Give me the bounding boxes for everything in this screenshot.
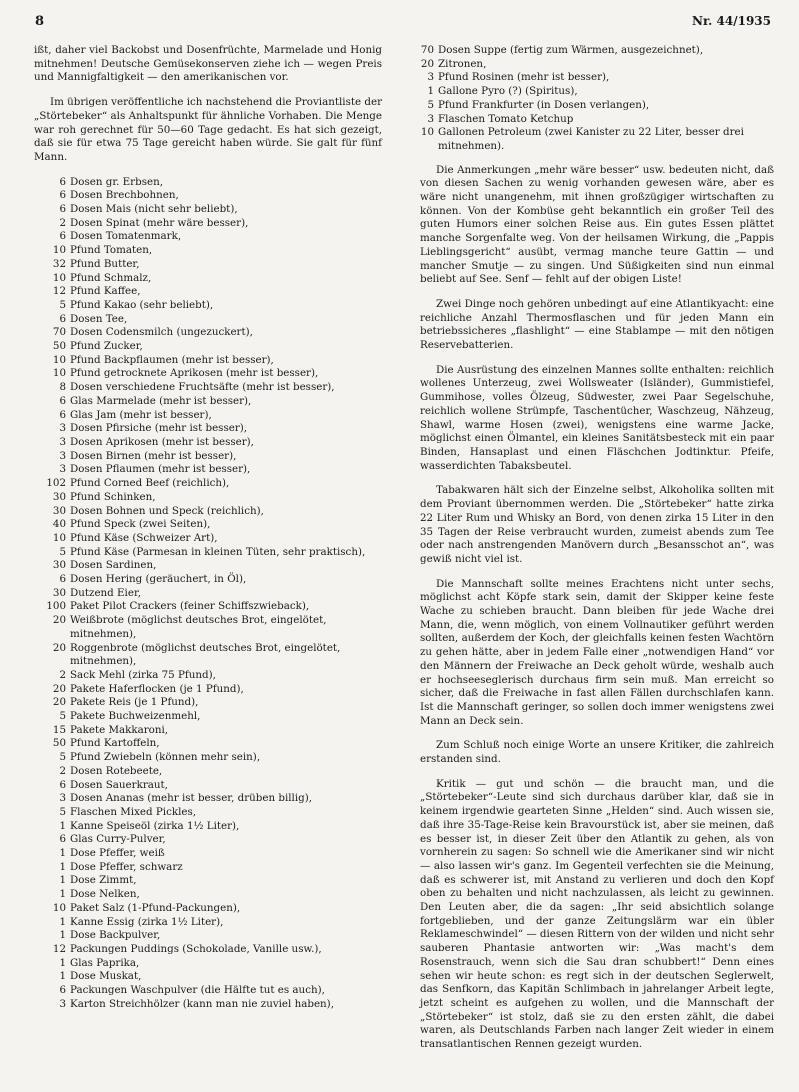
list-item	[34, 559, 382, 573]
item-quantity: 1	[59, 915, 66, 928]
item-text: Dosen Aprikosen (mehr ist besser),	[70, 435, 254, 448]
list-item	[420, 99, 774, 113]
item-text: Dosen Spinat (mehr wäre besser),	[70, 216, 249, 229]
list-item	[34, 861, 382, 875]
item-text: Dosen verschiedene Fruchtsäfte (mehr ist besser),	[70, 381, 335, 394]
left-column	[34, 44, 382, 1022]
item-quantity: 10	[52, 244, 66, 257]
list-item	[34, 436, 382, 450]
list-item	[34, 737, 382, 751]
list-item	[420, 58, 774, 72]
item-text: Kanne Essig (zirka 1½ Liter),	[70, 915, 224, 928]
list-item	[34, 450, 382, 464]
item-quantity: 20	[420, 57, 434, 70]
item-quantity: 3	[59, 463, 66, 476]
issue-number: Nr. 44/1935	[691, 14, 771, 28]
list-item	[34, 340, 382, 354]
item-quantity: 15	[52, 723, 66, 736]
item-text: Pfund Zwiebeln (können mehr sein),	[70, 751, 261, 764]
list-item	[34, 518, 382, 532]
item-text: Dosen Birnen (mehr ist besser),	[70, 449, 237, 462]
item-text: Kanne Speiseöl (zirka 1½ Liter),	[70, 819, 240, 832]
item-quantity: 10	[52, 901, 66, 914]
paragraph-tabakwaren: Tabakwaren hält sich der Einzelne selbst, Alkoholika sollten mit dem Proviant übernommen werden. Die „Störtebeker“ hatte zirka 22 Liter Rum und Whisky an Bord, von denen zirka 15 Liter in den 35 Tagen der Reise verbraucht wurden, zumeist abends zum Tee oder nach anstrengenden Manövern durch „Besansschot an“, was gewiß nicht viel ist.	[420, 484, 774, 565]
item-text: Pfund Rosinen (mehr ist besser),	[438, 71, 610, 84]
item-quantity: 12	[52, 285, 66, 298]
item-text: Dutzend Eier,	[70, 586, 142, 599]
list-item	[420, 85, 774, 99]
item-quantity: 2	[59, 216, 66, 229]
item-text: Dosen Tee,	[70, 312, 128, 325]
list-item	[34, 929, 382, 943]
item-quantity: 10	[52, 367, 66, 380]
item-text: Gallonen Petroleum (zwei Kanister zu 22 Liter, besser drei mitnehmen).	[438, 126, 744, 152]
list-item	[34, 409, 382, 423]
list-item	[34, 573, 382, 587]
item-text: Glas Curry-Pulver,	[70, 833, 166, 846]
provisions-list	[34, 176, 382, 1012]
item-quantity: 6	[59, 408, 66, 421]
list-item	[34, 244, 382, 258]
item-text: Pfund Käse (Schweizer Art),	[70, 531, 218, 544]
list-item	[34, 354, 382, 368]
item-quantity: 6	[59, 312, 66, 325]
item-text: Pakete Buchweizenmehl,	[70, 710, 201, 723]
item-quantity: 100	[46, 600, 66, 613]
right-column	[420, 44, 774, 1063]
item-text: Packungen Puddings (Schokolade, Vanille usw.),	[70, 943, 322, 955]
list-item	[34, 614, 382, 641]
item-text: Dosen Rotebeete,	[70, 764, 163, 777]
item-quantity: 6	[59, 203, 66, 216]
list-item	[34, 299, 382, 313]
list-item	[34, 833, 382, 847]
item-text: Weißbrote (möglichst deutsches Brot, eingelötet, mitnehmen),	[70, 614, 327, 640]
item-text: Pfund getrocknete Aprikosen (mehr ist besser),	[70, 367, 319, 380]
item-text: Zitronen,	[438, 57, 487, 70]
item-text: Pfund Backpflaumen (mehr ist besser),	[70, 353, 274, 366]
item-quantity: 5	[59, 710, 66, 723]
item-text: Dosen Pflaumen (mehr ist besser),	[70, 463, 251, 476]
item-text: Dosen Tomatenmark,	[70, 230, 182, 243]
item-quantity: 1	[59, 956, 66, 969]
item-quantity: 12	[52, 943, 66, 955]
list-item	[34, 683, 382, 697]
list-item	[34, 806, 382, 820]
item-text: Pfund Tomaten,	[70, 244, 153, 257]
item-quantity: 1	[59, 929, 66, 942]
list-item	[34, 395, 382, 409]
list-item	[420, 44, 774, 58]
item-text: Flaschen Tomato Ketchup	[438, 112, 574, 125]
list-item	[34, 176, 382, 190]
list-item	[34, 792, 382, 806]
list-item	[34, 779, 382, 793]
list-item	[34, 189, 382, 203]
item-text: Packungen Waschpulver (die Hälfte tut es auch),	[70, 984, 325, 997]
item-text: Pfund Zucker,	[70, 340, 143, 353]
list-item	[34, 916, 382, 930]
item-text: Sack Mehl (zirka 75 Pfund),	[70, 668, 216, 681]
item-text: Gallone Pyro (?) (Spiritus),	[438, 85, 578, 98]
item-text: Dosen Mais (nicht sehr beliebt),	[70, 203, 238, 216]
item-quantity: 10	[52, 531, 66, 544]
item-text: Karton Streichhölzer (kann man nie zuviel haben),	[70, 997, 334, 1010]
item-quantity: 6	[59, 573, 66, 586]
paragraph-ausruestung: Die Ausrüstung des einzelnen Mannes sollte enthalten: reichlich wollenes Unterzeug, zwei Wollsweater (Isländer), Gummistiefel, Gummihose, volles Ölzeug, Südwester, zwei Paar Segelschuhe, reichlich wollene Strümpfe, Taschentücher, Waschzeug, Nähzeug, Shawl, warme Hosen (zwei), wenigstens eine warme Jacke, möglichst einen Ölmantel, ein kleines Sanitätsbesteck mit ein paar Binden, Hansaplast und einen Fläschchen Jodtinktur. Pfeife, wasserdichten Tabaksbeutel.	[420, 363, 774, 472]
item-quantity: 32	[52, 257, 66, 270]
item-quantity: 6	[59, 175, 66, 188]
list-item	[34, 422, 382, 436]
item-quantity: 30	[52, 586, 66, 599]
item-text: Dosen Suppe (fertig zum Wärmen, ausgezeichnet),	[438, 44, 704, 56]
item-text: Dosen Sauerkraut,	[70, 778, 168, 791]
item-quantity: 50	[52, 340, 66, 353]
item-quantity: 1	[427, 85, 434, 98]
item-quantity: 2	[59, 764, 66, 777]
list-item	[34, 505, 382, 519]
item-text: Dosen Hering (geräuchert, in Öl),	[70, 573, 247, 586]
list-item	[34, 696, 382, 710]
item-text: Dose Pfeffer, schwarz	[70, 860, 183, 873]
item-quantity: 5	[59, 805, 66, 818]
item-text: Dosen Brechbohnen,	[70, 189, 179, 202]
item-text: Dosen Ananas (mehr ist besser, drüben billig),	[70, 792, 313, 805]
item-quantity: 20	[52, 696, 66, 709]
item-quantity: 30	[52, 490, 66, 503]
item-quantity: 3	[427, 71, 434, 84]
item-quantity: 6	[59, 778, 66, 791]
proviant-intro-paragraph: Im übrigen veröffentliche ich nachstehend die Proviantliste der „Störtebeker“ als Anhaltspunkt für ähnliche Vorhaben. Die Menge war roh gerechnet für 50—60 Tage gedacht. Es hat sich gezeigt, daß sie für etwa 75 Tage gereicht haben würde. Sie galt für fünf Mann.	[34, 96, 382, 163]
item-quantity: 3	[427, 112, 434, 125]
item-text: Dose Backpulver,	[70, 929, 161, 942]
item-text: Pfund Kakao (sehr beliebt),	[70, 298, 214, 311]
item-text: Roggenbrote (möglichst deutsches Brot, eingelötet, mitnehmen),	[70, 641, 341, 668]
item-text: Dosen Codensmilch (ungezuckert),	[70, 326, 253, 339]
item-quantity: 70	[52, 326, 66, 339]
item-quantity: 1	[59, 819, 66, 832]
list-item	[34, 943, 382, 957]
list-item	[420, 113, 774, 127]
list-item	[420, 71, 774, 85]
list-item	[34, 724, 382, 738]
item-text: Pakete Makkaroni,	[70, 723, 169, 736]
list-item	[34, 532, 382, 546]
item-quantity: 20	[52, 682, 66, 695]
item-text: Pfund Butter,	[70, 257, 140, 270]
item-quantity: 40	[52, 518, 66, 531]
item-quantity: 3	[59, 792, 66, 805]
item-text: Dosen Sardinen,	[70, 559, 157, 572]
item-text: Flaschen Mixed Pickles,	[70, 805, 197, 818]
item-quantity: 8	[59, 381, 66, 394]
item-text: Dose Pfeffer, weiß	[70, 847, 165, 860]
item-text: Dosen gr. Erbsen,	[70, 175, 163, 188]
item-quantity: 10	[420, 126, 434, 139]
paragraph-anmerkungen: Die Anmerkungen „mehr wäre besser“ usw. bedeuten nicht, daß von diesen Sachen zu wenig vorhanden gewesen wäre, aber es wäre nicht unangenehm, mit ihnen großzügiger wirtschaften zu können. Von der Kombüse geht bekanntlich ein großer Teil des guten Humors einer solchen Reise aus. Ein gutes Essen plättet manche Sorgenfalte weg. Von der heilsamen Wirkung, die „Pappis Lieblingsgericht“ ausübt, vermag manche teure Gattin — und mancher Smutje — zu singen. Und Süßigkeiten sind nun einmal beliebt auf See. Senf — fehlt auf der obigen Liste!	[420, 163, 774, 286]
list-item	[34, 326, 382, 340]
item-quantity: 5	[59, 545, 66, 558]
item-quantity: 6	[59, 394, 66, 407]
item-quantity: 5	[59, 298, 66, 311]
item-text: Dosen Pfirsiche (mehr ist besser),	[70, 422, 248, 435]
intro-paragraph: ißt, daher viel Backobst und Dosenfrüchte, Marmelade und Honig mitnehmen! Deutsche Gemüsekonserven ziehe ich — wegen Preis und Mannigfaltigkeit — den amerikanischen vor.	[34, 44, 382, 84]
item-quantity: 1	[59, 860, 66, 873]
list-item	[34, 888, 382, 902]
item-quantity: 70	[420, 44, 434, 56]
item-quantity: 3	[59, 997, 66, 1010]
item-quantity: 6	[59, 984, 66, 997]
item-text: Dose Nelken,	[70, 888, 140, 901]
list-item	[34, 874, 382, 888]
list-item	[34, 258, 382, 272]
list-item	[34, 710, 382, 724]
item-quantity: 2	[59, 668, 66, 681]
item-text: Pfund Schinken,	[70, 490, 156, 503]
item-text: Glas Paprika,	[70, 956, 140, 969]
list-item	[34, 203, 382, 217]
item-text: Pfund Kartoffeln,	[70, 737, 160, 750]
list-item	[34, 820, 382, 834]
item-text: Pfund Frankfurter (in Dosen verlangen),	[438, 98, 650, 111]
list-item	[34, 587, 382, 601]
list-item	[34, 847, 382, 861]
item-text: Dose Muskat,	[70, 970, 142, 983]
list-item	[34, 600, 382, 614]
item-quantity: 5	[427, 98, 434, 111]
item-quantity: 3	[59, 422, 66, 435]
list-item	[34, 765, 382, 779]
item-text: Glas Jam (mehr ist besser),	[70, 408, 212, 421]
item-text: Pfund Käse (Parmesan in kleinen Tüten, sehr praktisch),	[70, 545, 366, 558]
item-quantity: 1	[59, 888, 66, 901]
paragraph-kritiker: Zum Schluß noch einige Worte an unsere Kritiker, die zahlreich erstanden sind.	[420, 739, 774, 766]
list-item	[34, 642, 382, 669]
paragraph-atlantikyacht: Zwei Dinge noch gehören unbedingt auf eine Atlantikyacht: eine reichliche Anzahl Thermosflaschen und für jeden Mann ein betriebssicheres „flashlight“ — eine Stablampe — mit den nötigen Reservebatterien.	[420, 297, 774, 352]
list-item	[34, 272, 382, 286]
list-item	[34, 313, 382, 327]
list-item	[34, 285, 382, 299]
item-text: Pfund Speck (zwei Seiten),	[70, 518, 211, 531]
item-quantity: 1	[59, 847, 66, 860]
list-item	[34, 970, 382, 984]
list-item	[34, 230, 382, 244]
item-text: Dosen Bohnen und Speck (reichlich),	[70, 504, 264, 517]
item-quantity: 1	[59, 970, 66, 983]
list-item	[34, 491, 382, 505]
item-text: Dose Zimmt,	[70, 874, 137, 887]
item-text: Paket Salz (1-Pfund-Packungen),	[70, 901, 241, 914]
item-quantity: 6	[59, 230, 66, 243]
item-quantity: 10	[52, 271, 66, 284]
item-quantity: 1	[59, 874, 66, 887]
list-item	[34, 902, 382, 916]
item-text: Pakete Haferflocken (je 1 Pfund),	[70, 682, 244, 695]
list-item	[34, 546, 382, 560]
paragraph-mannschaft: Die Mannschaft sollte meines Erachtens nicht unter sechs, möglichst acht Köpfe stark sein, damit der Skipper keine feste Wache zu schieben braucht. Dann bleiben für jede Wache drei Mann, die, wenn möglich, von einem Vollnautiker geführt werden sollten, außerdem der Koch, der gleichfalls keinen festen Wachtörn zu gehen hätte, aber in jedem Falle einer „notwendigen Hand“ vor den Männern der Freiwache an Deck geholt würde, weshalb auch er hochseeseglerisch durchaus firm sein muß. Man erreicht so sicher, daß die Freiwache in fast allen Fällen durchschlafen kann. Ist die Mannschaft geringer, so sollen doch immer wenigstens zwei Mann an Deck sein.	[420, 577, 774, 727]
item-quantity: 102	[46, 477, 66, 490]
list-item	[34, 998, 382, 1012]
list-item	[34, 669, 382, 683]
item-quantity: 20	[52, 641, 66, 654]
item-quantity: 6	[59, 833, 66, 846]
item-quantity: 3	[59, 435, 66, 448]
item-quantity: 50	[52, 737, 66, 750]
page-number: 8	[35, 14, 45, 29]
list-item	[420, 126, 774, 153]
list-item	[34, 477, 382, 491]
list-item	[34, 984, 382, 998]
list-item	[34, 381, 382, 395]
item-quantity: 30	[52, 559, 66, 572]
list-item	[34, 751, 382, 765]
item-quantity: 3	[59, 449, 66, 462]
item-quantity: 6	[59, 189, 66, 202]
item-text: Pfund Kaffee,	[70, 285, 141, 298]
paragraph-kritik: Kritik — gut und schön — die braucht man, und die „Störtebeker“-Leute sind sich durchaus darüber klar, daß sie in keinem irgendwie gearteten Sinne „Helden“ sind. Auch wissen sie, daß ihre 35-Tage-Reise kein Bravourstück ist, aber sie meinen, daß es besser ist, in dieser Zeit über den Atlantik zu gehen, als von vornherein zu sagen: So schnell wie die Amerikaner sind wir nicht — also lassen wir's ganz. Im Gegenteil verfechten sie die Meinung, daß es schwerer ist, mit Anstand zu verlieren und doch den Kopf oben zu behalten und nicht nachzulassen, als leicht zu gewinnen. Den Leuten aber, die da sagen: „Ihr seid absichtlich solange fortgeblieben, und der ganze Zeitungslärm war ein übler Reklameschwindel“ — diesen Rittern von der wilden und nicht sehr sauberen Phantasie antworten wir: „Was macht's dem Rosenstrauch, wenn sich die Sau dran schubbert!“ Denn eines sehen wir heute schon: es regt sich in der deutschen Seglerwelt, das Senfkorn, das Kapitän Schlimbach in jahrelanger Arbeit legte, jetzt scheint es aufgehen zu wollen, und die Mannschaft der „Störtebeker“ ist stolz, daß sie zu den ersten zählt, die dabei waren, als Deutschlands Farben nach langer Zeit wieder in einem transatlantischen Rennen gezeigt wurden.	[420, 777, 774, 1051]
item-text: Pakete Reis (je 1 Pfund),	[70, 696, 199, 709]
list-item	[34, 367, 382, 381]
item-text: Glas Marmelade (mehr ist besser),	[70, 394, 252, 407]
list-item	[34, 217, 382, 231]
list-item	[34, 463, 382, 477]
item-text: Paket Pilot Crackers (feiner Schiffszwieback),	[70, 600, 310, 613]
list-item	[34, 957, 382, 971]
item-quantity: 10	[52, 353, 66, 366]
item-quantity: 30	[52, 504, 66, 517]
item-quantity: 20	[52, 614, 66, 627]
item-quantity: 5	[59, 751, 66, 764]
provisions-list-continued	[420, 44, 774, 154]
item-text: Pfund Corned Beef (reichlich),	[70, 477, 230, 490]
item-text: Pfund Schmalz,	[70, 271, 152, 284]
